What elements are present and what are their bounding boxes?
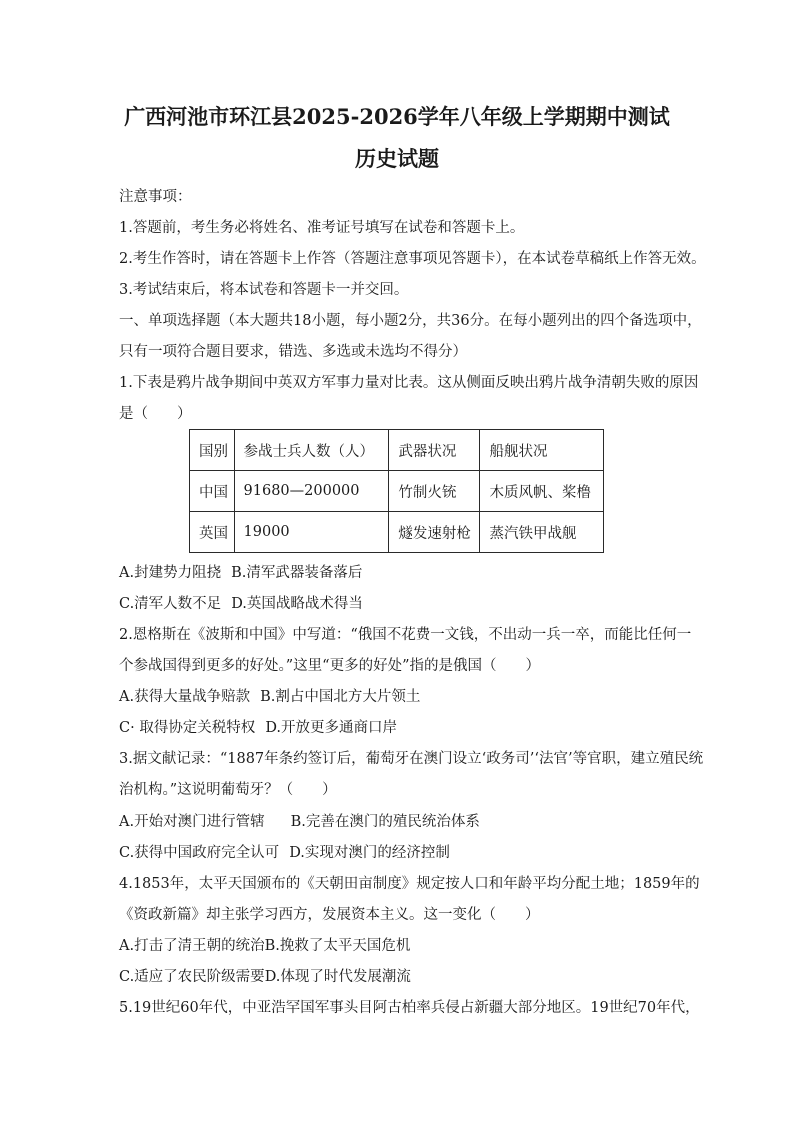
table-cell: 蒸汽铁甲战舰: [480, 512, 604, 553]
table-row: [190, 512, 604, 553]
table-header-cell: 船舰状况: [480, 430, 604, 471]
q2-stem-line-2: 个参战国得到更多的好处。”这里“更多的好处”指的是俄国（ ）: [119, 658, 540, 674]
q3-option-c: C.获得中国政府完全认可: [119, 845, 280, 861]
q3-options-line-2: [119, 843, 689, 863]
q2-option-a: A.获得大量战争赔款: [119, 689, 251, 705]
q4-option-a: A.打击了清王朝的统治: [119, 938, 265, 954]
q1-option-a: A.封建势力阻挠: [119, 565, 222, 581]
table-cell: 燧发速射枪: [389, 512, 480, 553]
table-cell: 木质风帆、桨橹: [480, 471, 604, 512]
q1-options-line-1: [119, 563, 689, 583]
q1-option-d: D.英国战略战术得当: [231, 596, 363, 612]
section-heading-line-1: 一、单项选择题（本大题共18小题，每小题2分，共36分。在每小题列出的四个备选项中，: [119, 313, 702, 329]
section-heading-line-2: 只有一项符合题目要求，错选、多选或未选均不得分）: [119, 344, 467, 360]
q1-option-c: C.清军人数不足: [119, 596, 222, 612]
table-header-row: [190, 430, 604, 471]
q3-option-b: B.完善在澳门的殖民统治体系: [290, 814, 480, 830]
q4-option-d: D.体现了时代发展潮流: [264, 969, 411, 985]
q3-stem-line-1: 3.据文献记录：“1887年条约签订后，葡萄牙在澳门设立‘政务司’‘法官’等官职，建立殖民统: [119, 751, 704, 767]
q2-stem-line-1: 2.恩格斯在《波斯和中国》中写道：“俄国不花费一文钱，不出动一兵一卒，而能比任何一: [119, 627, 692, 643]
q4-stem-line-1: 4.1853年，太平天国颁布的《天朝田亩制度》规定按人口和年龄平均分配土地；1859年的: [119, 876, 700, 892]
q2-options-line-2: [119, 718, 689, 738]
page-subtitle: 历史试题: [355, 146, 439, 171]
notice-item-2: 2.考生作答时，请在答题卡上作答（答题注意事项见答题卡），在本试卷草稿纸上作答无效。: [119, 251, 706, 267]
q2-options-line-1: [119, 687, 689, 707]
q2-option-b: B.割占中国北方大片领土: [260, 689, 421, 705]
notice-heading: 注意事项：: [119, 189, 192, 205]
page-title: 广西河池市环江县2025-2026学年八年级上学期期中测试: [124, 104, 670, 129]
q3-option-a: A.开始对澳门进行管辖: [119, 814, 265, 830]
q2-option-c: C· 取得协定关税特权: [119, 720, 256, 736]
military-comparison-table: [189, 429, 604, 553]
q4-options-line-2: [119, 967, 689, 987]
q1-options-line-2: [119, 594, 689, 614]
q1-stem-line-2: 是（ ）: [119, 406, 192, 422]
q4-option-b: B.挽救了太平天国危机: [264, 938, 411, 954]
q1-option-b: B.清军武器装备落后: [231, 565, 363, 581]
notice-item-3: 3.考试结束后，将本试卷和答题卡一并交回。: [119, 282, 409, 298]
table-cell: 91680—200000: [234, 471, 389, 512]
q5-stem-line-1: 5.19世纪60年代，中亚浩罕国军事头目阿古柏率兵侵占新疆大部分地区。19世纪70年代，: [119, 1000, 700, 1016]
q3-option-d: D.实现对澳门的经济控制: [289, 845, 450, 861]
table-cell: 中国: [190, 471, 235, 512]
table-row: [190, 471, 604, 512]
table-header-cell: 参战士兵人数（人）: [234, 430, 389, 471]
q3-options-line-1: [119, 812, 689, 832]
table-cell: 竹制火铳: [389, 471, 480, 512]
q1-stem-line-1: 1.下表是鸦片战争期间中英双方军事力量对比表。这从侧面反映出鸦片战争清朝失败的原因: [119, 375, 699, 391]
q4-stem-line-2: 《资政新篇》却主张学习西方，发展资本主义。这一变化（ ）: [119, 907, 540, 923]
q4-options-line-1: [119, 936, 689, 956]
table-header-cell: 国别: [190, 430, 235, 471]
table-cell: 英国: [190, 512, 235, 553]
table-cell: 19000: [234, 512, 389, 553]
q2-option-d: D.开放更多通商口岸: [265, 720, 398, 736]
table-header-cell: 武器状况: [389, 430, 480, 471]
q3-stem-line-2: 治机构。”这说明葡萄牙？（ ）: [119, 782, 337, 798]
notice-item-1: 1.答题前，考生务必将姓名、准考证号填写在试卷和答题卡上。: [119, 220, 525, 236]
q4-option-c: C.适应了农民阶级需要: [119, 969, 265, 985]
